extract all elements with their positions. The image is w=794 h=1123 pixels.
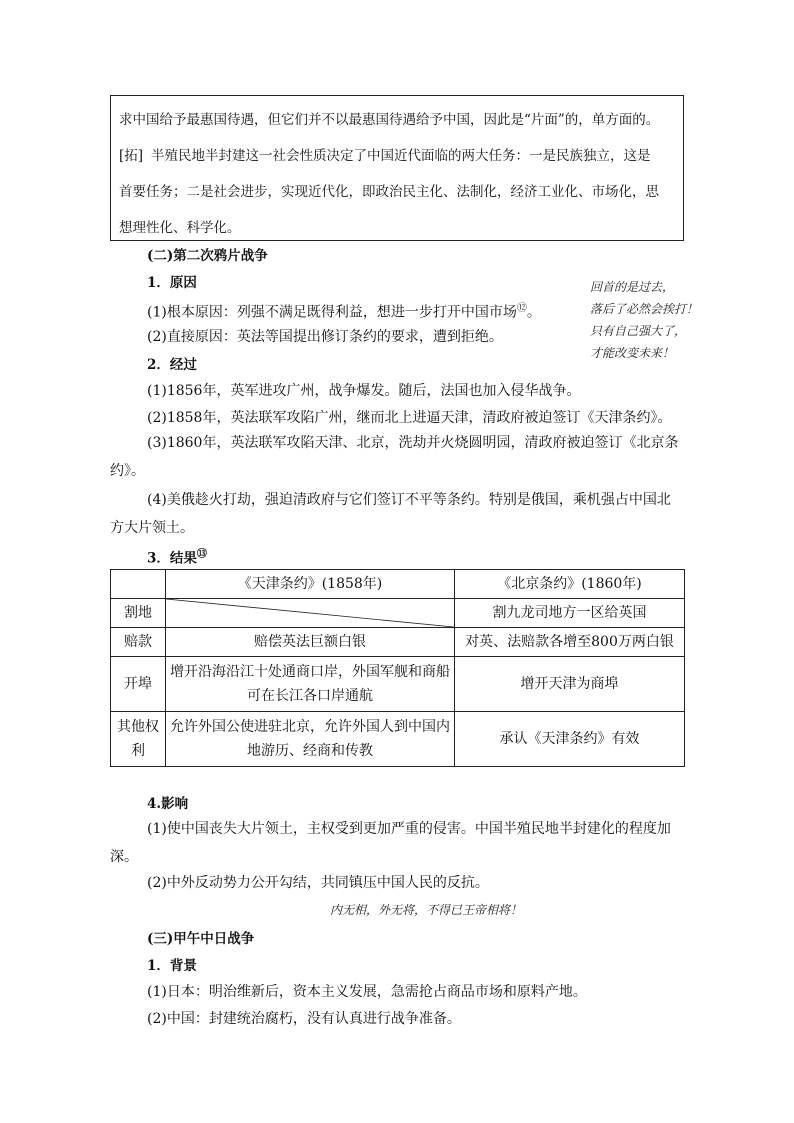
box-line-2-text: 半殖民地半封建这一社会性质决定了中国近代面临的两大任务：一是民族独立，这是 [151,148,651,164]
table-row [111,657,685,712]
row-label-cession: 割地 [111,599,166,628]
box-line-2 [119,138,675,174]
table-header-beijing: 《北京条约》(1860年) [455,570,685,599]
impact-2: (2)中外反动势力公开勾结，共同镇压中国人民的反抗。 [147,875,489,891]
cell-beijing-indemnity: 对英、法赔款各增至800万两白银 [455,628,685,657]
impact-1: (1)使中国丧失大片领土，主权受到更加严重的侵害。中国半殖民地半封建化的程度加深。 [110,821,671,865]
footnote-mark-12: ⑫ [516,303,527,314]
cell-beijing-ports: 增开天津为商埠 [455,657,685,712]
cell-tianjin-cession-empty [166,599,455,628]
process-4: (4)美俄趁火打劫，强迫清政府与它们签订不平等条约。特别是俄国，乘机强占中国北方大片领土。 [110,492,671,536]
cell-tianjin-indemnity: 赔偿英法巨额白银 [166,628,455,657]
impact-heading: 4.影响 [147,796,189,812]
background-2: (2)中国：封建统治腐朽，没有认真进行战争准备。 [147,1011,461,1027]
process-4-paragraph [110,486,684,542]
table-header-empty [111,570,166,599]
table-row [111,628,685,657]
row-label-indemnity: 赔款 [111,628,166,657]
handwritten-note-2: 内无相，外无将，不得已王帝相将！ [330,903,523,917]
cell-tianjin-ports: 增开沿海沿江十处通商口岸，外国军舰和商船可在长江各口岸通航 [166,657,455,712]
note-1-line-3: 只有自己强大了， [590,324,687,338]
background-heading: 1．背景 [147,958,197,974]
result-heading-text: 3．结果 [147,550,197,567]
cause-heading: 1．原因 [147,275,197,291]
note-1-line-2: 落后了必然会挨打！ [590,302,699,316]
process-heading: 2．经过 [147,357,197,373]
process-2: (2)1858年，英法联军攻陷广州，继而北上进逼天津，清政府被迫签订《天津条约》。 [147,410,672,426]
note-1-line-1: 回首的是过去， [590,280,675,294]
cause-1: (1)根本原因：列强不满足既得利益，想进一步打开中国市场⑫。 [147,303,541,321]
box-line-1: 求中国给予最惠国待遇，但它们并不以最惠国待遇给予中国，因此是“片面”的，单方面的。 [119,112,660,128]
table-header-row [111,570,685,599]
row-label-other-rights: 其他权利 [111,712,166,767]
footnote-mark-13: ⑬ [196,549,207,560]
table-row [111,712,685,767]
diagonal-line [166,599,454,627]
cell-beijing-cession: 割九龙司地方一区给英国 [455,599,685,628]
process-1: (1)1856年，英军进攻广州，战争爆发。随后，法国也加入侵华战争。 [147,383,581,399]
note-1-line-4: 才能改变未来！ [590,346,675,360]
row-label-ports: 开埠 [111,657,166,712]
section-title-sino-japanese-war: (三)甲午中日战争 [147,931,255,947]
cell-tianjin-other-rights: 允许外国公使进驻北京，允许外国人到中国内地游历、经商和传教 [166,712,455,767]
cell-beijing-other-rights: 承认《天津条约》有效 [455,712,685,767]
process-3-paragraph [110,429,684,485]
impact-1-paragraph [110,815,684,871]
section-title-second-opium-war: (二)第二次鸦片战争 [147,248,268,264]
extension-tag: [拓] [119,148,144,164]
handwritten-note-1 [590,276,698,364]
cause-1-text: (1)根本原因：列强不满足既得利益，想进一步打开中国市场 [147,304,517,321]
table-row [111,599,685,628]
extension-note-box [110,95,684,241]
cause-2: (2)直接原因：英法等国提出修订条约的要求，遭到拒绝。 [147,329,503,345]
treaty-comparison-table [110,569,685,767]
process-3: (3)1860年，英法联军攻陷天津、北京，洗劫并火烧圆明园，清政府被迫签订《北京条约》。 [110,435,679,479]
background-1: (1)日本：明治维新后，资本主义发展，急需抢占商品市场和原料产地。 [147,984,587,1000]
box-line-3: 首要任务；二是社会进步，实现近代化，即政治民主化、法制化，经济工业化、市场化，思 [119,184,659,200]
result-heading [147,545,207,567]
table-header-tianjin: 《天津条约》(1858年) [166,570,455,599]
box-line-4: 想理性化、科学化。 [119,220,241,236]
